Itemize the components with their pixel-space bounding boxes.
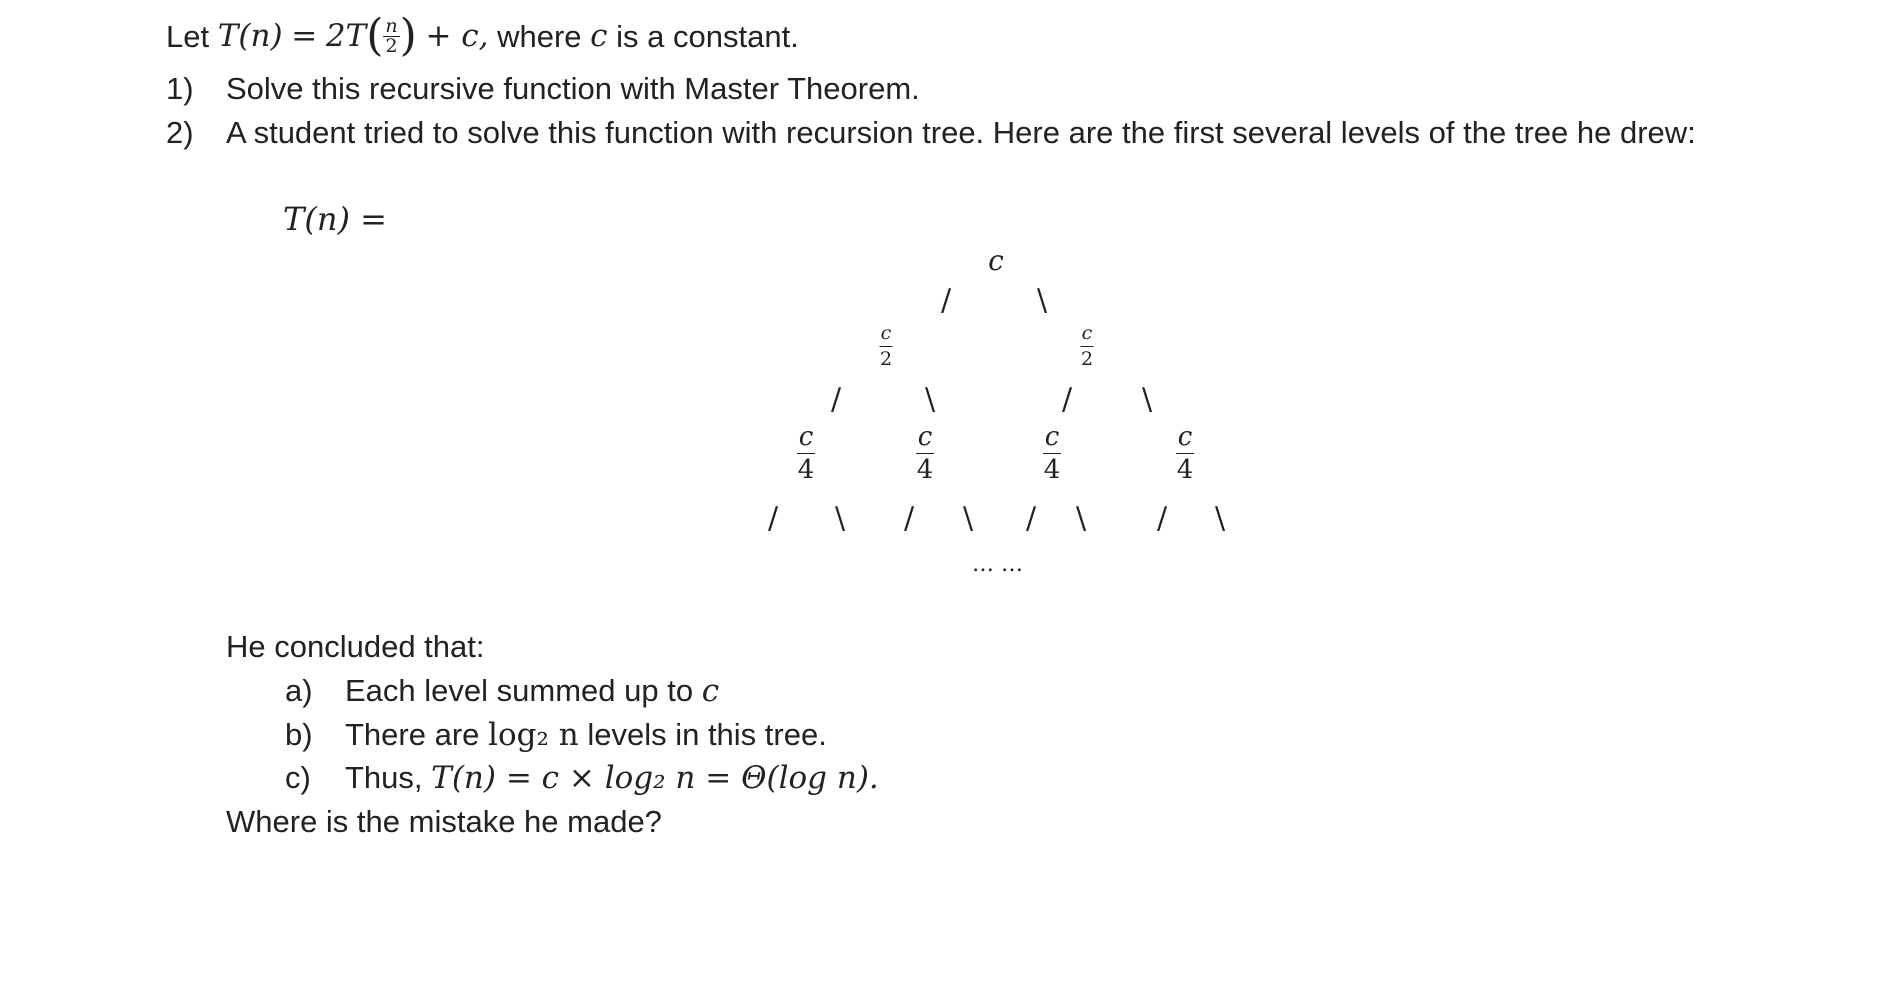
conclusion-item-c [285, 762, 879, 794]
tree-ellipsis: … … [972, 552, 1023, 577]
c-variable: c [590, 17, 608, 54]
item-math: c [701, 673, 720, 709]
tree-node-level2: c 4 [1176, 422, 1194, 485]
question-text: Solve this recursive function with Master Theorem. [226, 71, 920, 106]
tn-lhs: T(n) [217, 17, 283, 54]
question-1 [166, 73, 920, 104]
edge-l2-left: / [1025, 501, 1037, 536]
fraction-denominator: 2 [385, 34, 398, 57]
two-t: 2T [325, 17, 367, 54]
final-question: Where is the mistake he made? [226, 804, 662, 839]
edge-l2-right: \ [962, 501, 974, 536]
edge-l2-right: \ [834, 501, 846, 536]
edge-l2-right: \ [1214, 501, 1226, 536]
item-label: b) [285, 717, 313, 752]
edge-l1-left: / [830, 382, 842, 417]
plus-c: + c, [425, 17, 489, 54]
tree-label: T(n) = [283, 200, 387, 238]
edge-l2-left: / [767, 501, 779, 536]
n-over-2-fraction [383, 14, 399, 57]
conclusion-item-a [285, 675, 719, 707]
item-label: a) [285, 673, 313, 708]
paren-left: ( [366, 10, 384, 61]
tree-root [988, 244, 1004, 277]
question-number: 1) [166, 71, 194, 106]
edge-l2-left: / [1156, 501, 1168, 536]
tree-node-level2: c 4 [916, 422, 934, 485]
is-constant-text: is a constant. [616, 18, 799, 54]
edge-l1-right: \ [1141, 382, 1153, 417]
item-pre: There are [345, 717, 480, 752]
root-value: c [988, 244, 1004, 277]
edge-root-left: / [940, 283, 952, 318]
item-label: c) [285, 760, 311, 795]
edge-l1-left: / [1061, 382, 1073, 417]
edge-l1-right: \ [924, 382, 936, 417]
paren-right: ) [399, 10, 417, 61]
question-text: A student tried to solve this function with recursion tree. Here are the first several levels of the tree he drew: [226, 115, 1696, 150]
tree-node-level1: c 2 [1080, 322, 1094, 370]
question-2 [166, 117, 1696, 148]
tree-node-level1: c 2 [879, 322, 893, 370]
edge-root-right: \ [1036, 283, 1048, 318]
item-math: T(n) = c × log₂ n = Θ(log n). [431, 760, 879, 796]
problem-statement [166, 10, 799, 61]
tree-node-level2: c 4 [797, 422, 815, 485]
item-pre: Thus, [345, 760, 423, 795]
edge-l2-right: \ [1075, 501, 1087, 536]
conclusion-item-b [285, 719, 827, 751]
item-math: log₂ n [488, 717, 579, 753]
fraction-numerator: n [385, 14, 398, 37]
edge-l2-left: / [903, 501, 915, 536]
item-text: Each level summed up to [345, 673, 694, 708]
item-post: levels in this tree. [587, 717, 827, 752]
equals-sign: = [291, 17, 318, 54]
where-word: where [497, 18, 582, 54]
tree-node-level2: c 4 [1043, 422, 1061, 485]
question-number: 2) [166, 115, 194, 150]
let-word: Let [166, 18, 210, 54]
conclusion-intro: He concluded that: [226, 629, 485, 664]
